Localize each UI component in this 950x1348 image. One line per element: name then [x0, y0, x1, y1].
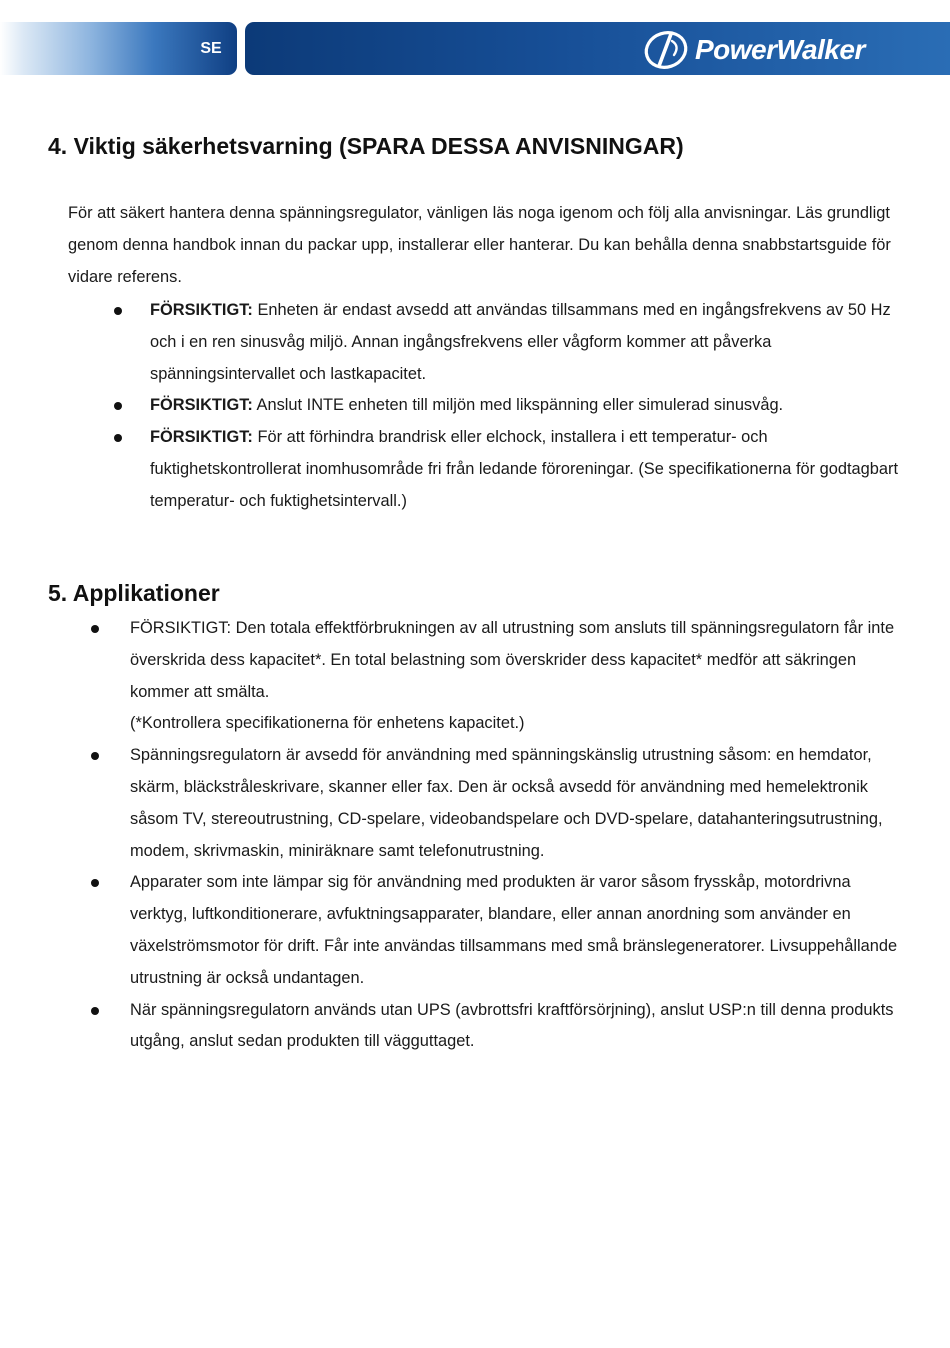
list-item — [150, 390, 910, 422]
application-text: När spänningsregulatorn används utan UPS (avbrottsfri kraftförsörjning), anslut USP:n till denna produkts utgång, anslut sedan produkten till vägguttaget. — [130, 1000, 894, 1051]
language-code: SE — [200, 40, 222, 57]
capacity-note: (*Kontrollera specifikationerna för enhetens kapacitet.) — [130, 714, 525, 733]
section-4-title: 4. Viktig säkerhetsvarning (SPARA DESSA ANVISNINGAR) — [48, 133, 684, 159]
caution-label: FÖRSIKTIGT: — [150, 428, 253, 447]
caution-text: Anslut INTE enheten till miljön med likspänning eller simulerad sinusvåg. — [252, 396, 784, 415]
caution-text: Enheten är endast avsedd att användas tillsammans med en ingångsfrekvens av 50 Hz och i en ren sinusvåg miljö. Annan ingångsfrekvens eller vågform kommer att påverka spänningsintervallet och lastkapacitet. — [150, 301, 891, 383]
caution-label: FÖRSIKTIGT: — [150, 301, 253, 319]
page-header — [0, 0, 950, 80]
power-logo-icon — [641, 28, 695, 72]
brand-logo — [641, 28, 941, 72]
list-item — [150, 422, 910, 517]
section-4-caution-list — [150, 295, 910, 518]
caution-text: För att förhindra brandrisk eller elchock, installera i ett temperatur- och fuktighetskontrollerat inomhusområde fri från ledande föroreningar. (Se specifikationerna för godtagbart temperatur- och fuktighetsintervall.) — [150, 428, 899, 510]
brand-name: PowerWalker — [695, 34, 865, 65]
list-item — [150, 295, 910, 390]
application-text: Spänningsregulatorn är avsedd för användning med spänningskänslig utrustning såsom: en hemdator, skärm, bläckstråleskrivare, skanner eller fax. Den är också avsedd för användning med hemelektronik såsom TV, stereoutrustning, CD-spelare, videobandspelare och DVD-spelare, datahanteringsutrustning, modem, skrivmaskin, miniräknare samt telefonutrustning. — [130, 746, 883, 860]
list-item — [130, 867, 910, 994]
list-item — [130, 740, 910, 867]
section-5-application-list — [130, 613, 910, 1058]
application-text: FÖRSIKTIGT: Den totala effektförbrukningen av all utrustning som ansluts till spänningsregulatorn får inte överskrida dess kapacitet*. En total belastning som överskrider dess kapacitet* medför att säkringen kommer att smälta. — [130, 619, 895, 701]
section-5-title: 5. Applikationer — [48, 580, 220, 606]
list-item — [130, 613, 910, 740]
section-4-intro: För att säkert hantera denna spänningsregulator, vänligen läs noga igenom och följ alla anvisningar. Läs grundligt genom denna handbok innan du packar upp, installerar eller hanterar. Du kan behålla denna snabbstartsguide för vidare referens. — [68, 204, 891, 286]
caution-label: FÖRSIKTIGT: — [150, 396, 253, 415]
list-item — [130, 995, 910, 1059]
application-text: Apparater som inte lämpar sig för användning med produkten är varor såsom frysskåp, motordrivna verktyg, luftkonditionerare, avfuktningsapparater, blandare, eller annan anordning som använder en växelströmsmotor för drift. Får inte användas tillsammans med små bränslegeneratorer. Livsuppehållande utrustning är också undantagen. — [130, 873, 898, 987]
